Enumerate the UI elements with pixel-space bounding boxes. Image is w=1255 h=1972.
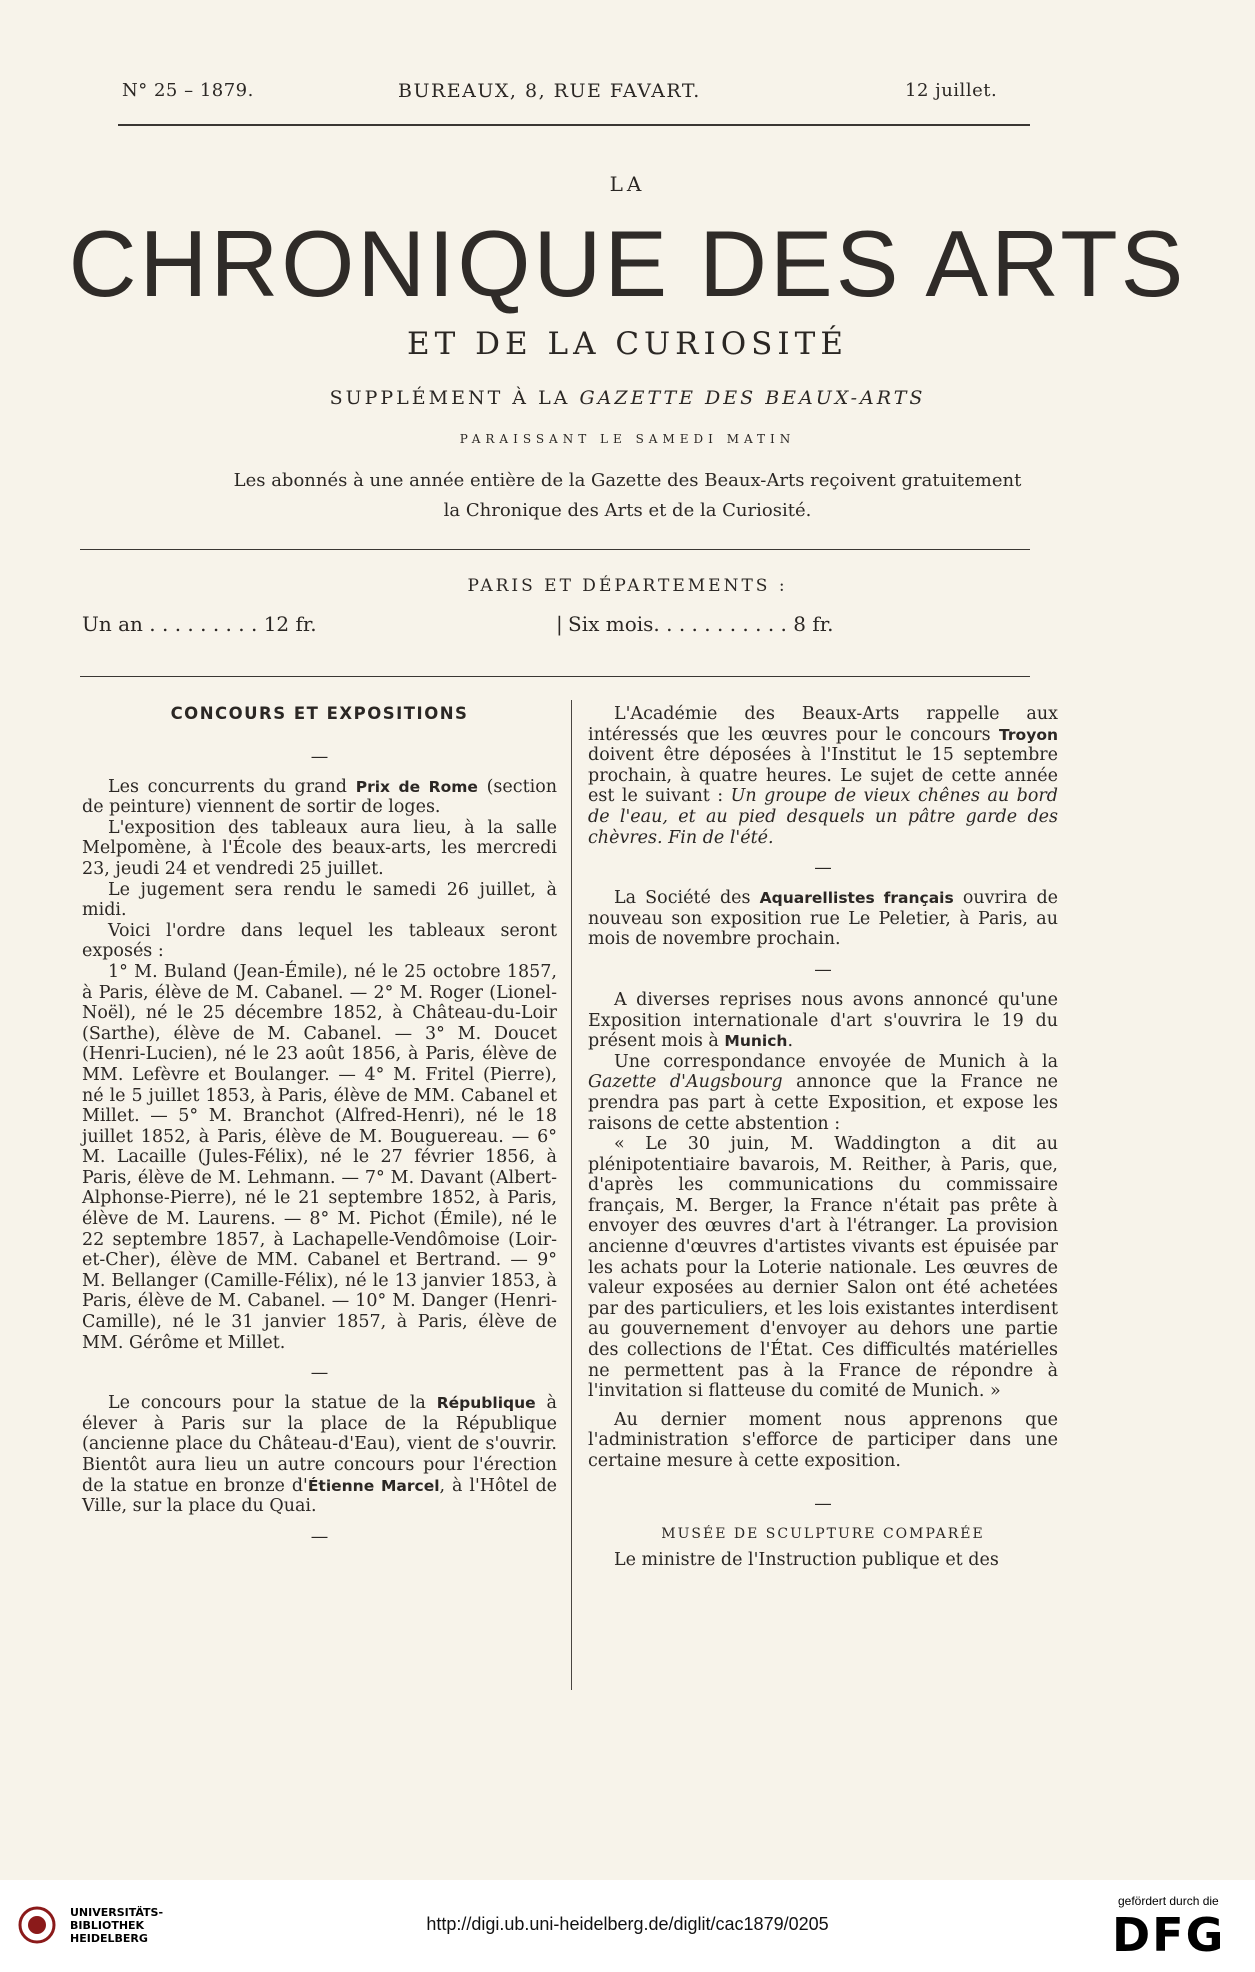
notice-line-2: la Chronique des Arts et de la Curiosité.	[443, 500, 812, 521]
supplement-title: GAZETTE DES BEAUX-ARTS	[579, 387, 926, 409]
notice-line-1: Les abonnés à une année entière de la Gazette des Beaux-Arts reçoivent gratuitement	[233, 470, 1022, 491]
masthead-article: LA	[609, 172, 646, 196]
paragraph-republique: Le concours pour la statue de la République à élever à Paris sur la place de la République (ancienne place du Château-d'Eau), vient de s'ouvrir. Bientôt aura lieu un autre concours pour l'érection de la statue en bronze d'Étienne Marcel, à l'Hôtel de Ville, sur la place du Quai.	[82, 1393, 558, 1517]
paragraph-candidates: 1° M. Buland (Jean-Émile), né le 25 octobre 1857, à Paris, élève de M. Cabanel. — 2° M. Roger (Lionel-Noël), né le 25 décembre 1852, à Château-du-Loir (Sarthe), élève de M. Cabanel. — 3° M. Doucet (Henri-Lucien), né le 23 août 1856, à Paris, élève de MM. Lefèvre et Boulanger. — 4° M. Fritel (Pierre), né le 5 juillet 1853, à Paris, élève de MM. Cabanel et Millet. — 5° M. Branchot (Alfred-Henri), né le 18 juillet 1852, à Paris, élève de M. Bouguereau. — 6° M. Lacaille (Jules-Félix), né le 27 février 1856, à Paris, élève de M. Lehmann. — 7° M. Davant (Albert-Alphonse-Pierre), né le 21 septembre 1852, à Paris, élève de M. Laurens. — 8° M. Pichot (Émile), né le 22 septembre 1857, à Lachapelle-Vendômoise (Loir-et-Cher), élève de MM. Cabanel et Bertrand. — 9° M. Bellanger (Camille-Félix), né le 13 janvier 1853, à Paris, élève de M. Cabanel. — 10° M. Danger (Henri-Camille), né le 31 janvier 1857, à Paris, élève de MM. Gérôme et Millet.	[82, 961, 557, 1353]
dash-separator: —	[814, 959, 832, 980]
section-title-concours: CONCOURS ET EXPOSITIONS	[170, 704, 469, 723]
left-column	[82, 704, 557, 1557]
price-half	[568, 612, 834, 636]
dash-separator: —	[814, 858, 832, 879]
masthead-title: CHRONIQUE DES ARTS	[68, 211, 1187, 316]
masthead-rule	[80, 549, 1030, 550]
right-column	[588, 704, 1058, 1571]
paragraph-munich: A diverses reprises nous avons annoncé qu'une Exposition internationale d'art s'ouvrira le 19 du présent mois à Munich.	[588, 989, 1058, 1052]
paragraph-jugement: Le jugement sera rendu le samedi 26 juillet, à midi.	[82, 879, 557, 921]
dash-separator: —	[310, 1526, 329, 1547]
paragraph-waddington: « Le 30 juin, M. Waddington a dit au plénipotentiaire bavarois, M. Reither, à Paris, que, d'après les communications du commissaire français, M. Berger, la France n'était pas prête à envoyer des œuvres d'art à l'étranger. La provision ancienne d'œuvres d'artistes vivants est épuisée par les achats pour la Loterie nationale. Les œuvres de valeur exposées au dernier Salon ont été achetées par des particuliers, et les lois existantes interdisent au gouvernement d'envoyer au dehors une partie des collections de l'État. Ces difficultés matérielles ne permettent pas à la France de répondre à l'invitation si flatteuse du comité de Munich. »	[588, 1134, 1058, 1402]
price-year-dots: . . . . . . . . .	[149, 612, 264, 636]
frequency-line: PARAISSANT LE SAMEDI MATIN	[459, 432, 796, 446]
price-separator: |	[556, 612, 563, 636]
header-rule	[118, 124, 1030, 126]
paragraph-prix-de-rome: Les concurrents du grand Prix de Rome (section de peinture) viennent de sortir de loges.	[82, 776, 558, 818]
paragraph-exposition: L'exposition des tableaux aura lieu, à la salle Melpomène, à l'École des beaux-arts, les mercredi 23, jeudi 24 et vendredi 25 juillet.	[82, 817, 557, 879]
price-half-dots: . . . . . . . . . .	[666, 612, 794, 636]
issue-date: 12 juillet.	[905, 80, 998, 101]
paragraph-academie: L'Académie des Beaux-Arts rappelle aux intéressés que les œuvres pour le concours Troyon doivent être déposées à l'Institut le 15 septembre prochain, à quatre heures. Le sujet de cette année est le suivant : Un groupe de vieux chênes au bord de l'eau, et au pied desquels un pâtre garde des chèvres. Fin de l'été.	[588, 704, 1058, 848]
section-title-musee: MUSÉE DE SCULPTURE COMPARÉE	[661, 1525, 985, 1542]
paragraph-ministre: Le ministre de l'Instruction publique et des	[614, 1550, 999, 1571]
paragraph-aquarellistes: La Société des Aquarellistes français ouvrira de nouveau son exposition rue Le Peletier, à Paris, au mois de novembre prochain.	[588, 888, 1058, 950]
supplement-prefix: SUPPLÉMENT À LA	[329, 387, 571, 409]
paragraph-correspondance: Une correspondance envoyée de Munich à la Gazette d'Augsbourg annonce que la France ne prendra pas part à cette Exposition, et expose les raisons de cette abstention :	[588, 1051, 1059, 1134]
masthead-subtitle: ET DE LA CURIOSITÉ	[407, 326, 848, 362]
price-year	[82, 612, 317, 636]
price-year-value: 12 fr.	[263, 612, 317, 636]
source-url-link[interactable]: http://digi.ub.uni-heidelberg.de/diglit/cac1879/0205	[426, 1914, 829, 1934]
price-half-label: Six mois.	[568, 612, 660, 636]
pricing-rule	[80, 676, 1030, 677]
funding-note: gefördert durch die	[1118, 1894, 1219, 1908]
dash-separator: —	[814, 1493, 832, 1514]
issue-number: N° 25 – 1879.	[122, 80, 254, 101]
supplement-line	[0, 387, 1255, 409]
price-half-value: 8 fr.	[793, 612, 834, 636]
dfg-logo: DFG	[1112, 1908, 1226, 1962]
pricing-heading: PARIS ET DÉPARTEMENTS :	[467, 576, 788, 596]
office-address: BUREAUX, 8, RUE FAVART.	[398, 80, 701, 102]
column-divider	[571, 700, 572, 1690]
paragraph-ordre: Voici l'ordre dans lequel les tableaux seront exposés :	[82, 920, 557, 962]
dash-separator: —	[310, 1363, 329, 1384]
paragraph-dernier-moment: Au dernier moment nous apprenons que l'administration s'efforce de participer dans une certaine mesure à cette exposition.	[588, 1409, 1058, 1471]
library-name: UNIVERSITÄTS- BIBLIOTHEK HEIDELBERG	[70, 1906, 164, 1945]
dash-separator: —	[310, 746, 329, 767]
price-year-label: Un an	[82, 612, 143, 636]
subscriber-notice	[0, 466, 1255, 526]
digitization-footer	[0, 1880, 1255, 1972]
